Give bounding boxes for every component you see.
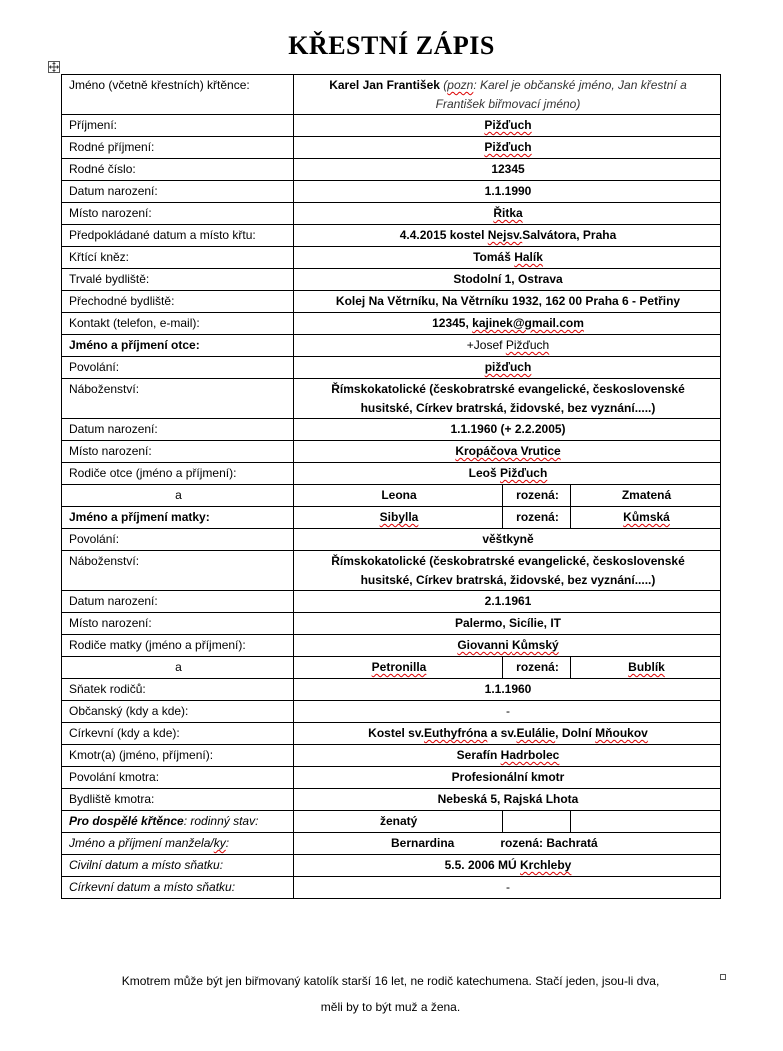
label-civil-marriage: Občanský (kdy a kde): bbox=[62, 701, 294, 723]
row-contact bbox=[62, 313, 721, 335]
label-father-religion: Náboženství: bbox=[62, 379, 294, 419]
label-father-occupation: Povolání: bbox=[62, 357, 294, 379]
spouse-name: Bernardina bbox=[391, 836, 455, 850]
value-father-religion[interactable]: Římskokatolické (českobratrské evangelické, československé husitské, Církev bratrská, židovské, bez vyznání.....) bbox=[294, 379, 721, 419]
label-permanent-address: Trvalé bydliště: bbox=[62, 269, 294, 291]
value-baptism-date-place[interactable]: 4.4.2015 kostel Nejsv.Salvátora, Praha bbox=[294, 225, 721, 247]
empty-cell-status-1[interactable] bbox=[503, 811, 571, 833]
row-godparent bbox=[62, 745, 721, 767]
value-contact[interactable]: 12345, kajinek@gmail.com bbox=[294, 313, 721, 335]
row-church-marriage bbox=[62, 723, 721, 745]
row-mother-religion bbox=[62, 551, 721, 591]
row-birth-place bbox=[62, 203, 721, 225]
label-baptism-date-place: Předpokládané datum a místo křtu: bbox=[62, 225, 294, 247]
row-father-name bbox=[62, 335, 721, 357]
label-birth-date: Datum narození: bbox=[62, 181, 294, 203]
value-father-name[interactable]: +Josef Pižďuch bbox=[294, 335, 721, 357]
value-birth-date[interactable]: 1.1.1990 bbox=[294, 181, 721, 203]
label-father-name: Jméno a příjmení otce: bbox=[62, 335, 294, 357]
value-birth-place[interactable]: Řitka bbox=[294, 203, 721, 225]
row-mother-birth-place bbox=[62, 613, 721, 635]
label-adult-status: Pro dospělé křtěnce: rodinný stav: bbox=[62, 811, 294, 833]
value-godparent-address[interactable]: Nebeská 5, Rajská Lhota bbox=[294, 789, 721, 811]
label-birth-place: Místo narození: bbox=[62, 203, 294, 225]
value-church-marriage[interactable]: Kostel sv.Euthyfróna a sv.Eulálie, Dolní Mňoukov bbox=[294, 723, 721, 745]
label-priest: Křtící kněz: bbox=[62, 247, 294, 269]
baptism-form-table bbox=[61, 74, 721, 899]
row-mother-occupation bbox=[62, 529, 721, 551]
spell-pozn: pozn bbox=[447, 78, 474, 92]
row-father-birth-place bbox=[62, 441, 721, 463]
label-child-name: Jméno (včetně křestních) křtěnce: bbox=[62, 75, 294, 115]
label-rozena-3: rozená: bbox=[503, 657, 571, 679]
row-civil-wedding bbox=[62, 855, 721, 877]
value-adult-status[interactable]: ženatý bbox=[294, 811, 503, 833]
value-permanent-address[interactable]: Stodolní 1, Ostrava bbox=[294, 269, 721, 291]
value-mother-name[interactable]: Sibylla bbox=[294, 507, 503, 529]
row-adult-status bbox=[62, 811, 721, 833]
label-contact: Kontakt (telefon, e-mail): bbox=[62, 313, 294, 335]
document-title: KŘESTNÍ ZÁPIS bbox=[288, 31, 495, 60]
value-father-mother-maiden[interactable]: Zmatená bbox=[571, 485, 721, 507]
row-mother-birth-date bbox=[62, 591, 721, 613]
child-name-note: (pozn: Karel je občanské jméno, Jan křestní a František biřmovací jméno) bbox=[435, 78, 687, 111]
value-priest[interactable]: Tomáš Halík bbox=[294, 247, 721, 269]
value-father-occupation[interactable]: pižďuch bbox=[294, 357, 721, 379]
value-father-birth-date[interactable]: 1.1.1960 (+ 2.2.2005) bbox=[294, 419, 721, 441]
label-church-marriage: Církevní (kdy a kde): bbox=[62, 723, 294, 745]
row-father-occupation bbox=[62, 357, 721, 379]
footer-line-1: Kmotrem může být jen biřmovaný katolík starší 16 let, ne rodič katechumena. Stačí jeden, jsou-li dva, bbox=[121, 974, 660, 988]
row-permanent-address bbox=[62, 269, 721, 291]
child-name-text: Karel Jan František bbox=[329, 78, 440, 92]
value-father-mother-name[interactable]: Leona bbox=[294, 485, 503, 507]
value-civil-wedding[interactable]: 5.5. 2006 MÚ Krchleby bbox=[294, 855, 721, 877]
label-rozena-2: rozená: bbox=[503, 507, 571, 529]
empty-cell-status-2[interactable] bbox=[571, 811, 721, 833]
value-birth-surname[interactable]: Pižďuch bbox=[294, 137, 721, 159]
value-godparent[interactable]: Serafín Hadrbolec bbox=[294, 745, 721, 767]
value-parents-marriage[interactable]: 1.1.1960 bbox=[294, 679, 721, 701]
label-temporary-address: Přechodné bydliště: bbox=[62, 291, 294, 313]
label-godparent-occupation: Povolání kmotra: bbox=[62, 767, 294, 789]
label-mother-religion: Náboženství: bbox=[62, 551, 294, 591]
row-father-religion bbox=[62, 379, 721, 419]
row-godparent-address bbox=[62, 789, 721, 811]
row-mother-name bbox=[62, 507, 721, 529]
row-father-parents bbox=[62, 463, 721, 485]
row-father-mother bbox=[62, 485, 721, 507]
label-father-a: a bbox=[62, 485, 294, 507]
label-father-birth-place: Místo narození: bbox=[62, 441, 294, 463]
row-birth-date bbox=[62, 181, 721, 203]
label-parents-marriage: Sňatek rodičů: bbox=[62, 679, 294, 701]
table-move-handle-icon[interactable] bbox=[48, 61, 60, 73]
value-civil-marriage[interactable]: - bbox=[294, 701, 721, 723]
value-spouse[interactable] bbox=[294, 833, 721, 855]
value-father-parents[interactable]: Leoš Pižďuch bbox=[294, 463, 721, 485]
value-mother-religion[interactable]: Římskokatolické (českobratrské evangelické, československé husitské, Církev bratrská, židovské, bez vyznání.....) bbox=[294, 551, 721, 591]
label-godparent-address: Bydliště kmotra: bbox=[62, 789, 294, 811]
label-mother-occupation: Povolání: bbox=[62, 529, 294, 551]
value-mother-mother-name[interactable]: Petronilla bbox=[294, 657, 503, 679]
value-mother-birth-date[interactable]: 2.1.1961 bbox=[294, 591, 721, 613]
label-surname: Příjmení: bbox=[62, 115, 294, 137]
spouse-maiden: rozená: Bachratá bbox=[500, 836, 598, 850]
label-mother-birth-date: Datum narození: bbox=[62, 591, 294, 613]
label-godparent: Kmotr(a) (jméno, příjmení): bbox=[62, 745, 294, 767]
row-birth-surname bbox=[62, 137, 721, 159]
row-baptism-date-place bbox=[62, 225, 721, 247]
label-mother-name: Jméno a příjmení matky: bbox=[62, 507, 294, 529]
value-surname[interactable]: Pižďuch bbox=[294, 115, 721, 137]
label-spouse: Jméno a příjmení manžela/ky: bbox=[62, 833, 294, 855]
value-godparent-occupation[interactable]: Profesionální kmotr bbox=[294, 767, 721, 789]
row-priest bbox=[62, 247, 721, 269]
table-resize-handle-icon[interactable] bbox=[720, 974, 726, 980]
row-church-wedding bbox=[62, 877, 721, 899]
row-surname bbox=[62, 115, 721, 137]
value-child-name[interactable] bbox=[294, 75, 721, 115]
label-church-wedding: Církevní datum a místo sňatku: bbox=[62, 877, 294, 899]
footer-note bbox=[61, 968, 720, 1020]
row-civil-marriage bbox=[62, 701, 721, 723]
label-birth-number: Rodné číslo: bbox=[62, 159, 294, 181]
label-mother-birth-place: Místo narození: bbox=[62, 613, 294, 635]
row-birth-number bbox=[62, 159, 721, 181]
label-mother-a: a bbox=[62, 657, 294, 679]
label-father-parents: Rodiče otce (jméno a příjmení): bbox=[62, 463, 294, 485]
row-temporary-address bbox=[62, 291, 721, 313]
value-mother-parents[interactable]: Giovanni Kůmský bbox=[294, 635, 721, 657]
value-mother-birth-place[interactable]: Palermo, Sicílie, IT bbox=[294, 613, 721, 635]
row-mother-parents bbox=[62, 635, 721, 657]
row-parents-marriage bbox=[62, 679, 721, 701]
value-father-birth-place[interactable]: Kropáčova Vrutice bbox=[294, 441, 721, 463]
value-church-wedding[interactable]: - bbox=[294, 877, 721, 899]
value-mother-mother-maiden[interactable]: Bublík bbox=[571, 657, 721, 679]
label-mother-parents: Rodiče matky (jméno a příjmení): bbox=[62, 635, 294, 657]
label-civil-wedding: Civilní datum a místo sňatku: bbox=[62, 855, 294, 877]
row-child-name bbox=[62, 75, 721, 115]
label-rozena-1: rozená: bbox=[503, 485, 571, 507]
value-mother-occupation[interactable]: věštkyně bbox=[294, 529, 721, 551]
label-birth-surname: Rodné příjmení: bbox=[62, 137, 294, 159]
value-birth-number[interactable]: 12345 bbox=[294, 159, 721, 181]
footer-line-2: měli by to být muž a žena. bbox=[320, 1000, 461, 1014]
row-spouse bbox=[62, 833, 721, 855]
row-mother-mother bbox=[62, 657, 721, 679]
value-temporary-address[interactable]: Kolej Na Větrníku, Na Větrníku 1932, 162 00 Praha 6 - Petřiny bbox=[294, 291, 721, 313]
value-mother-maiden[interactable]: Kůmská bbox=[571, 507, 721, 529]
row-father-birth-date bbox=[62, 419, 721, 441]
row-godparent-occupation bbox=[62, 767, 721, 789]
label-father-birth-date: Datum narození: bbox=[62, 419, 294, 441]
